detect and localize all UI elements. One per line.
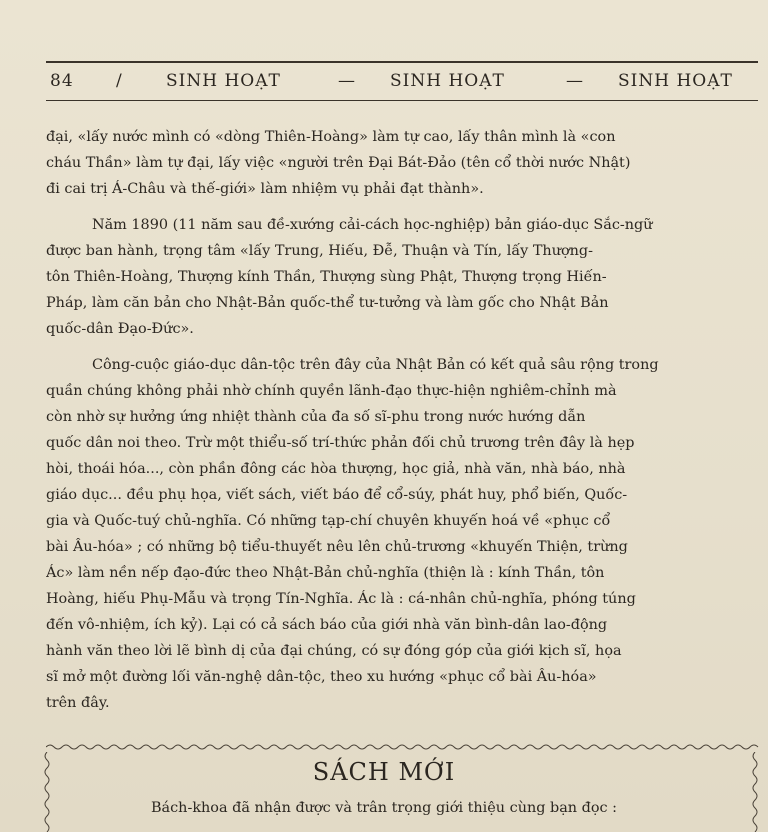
header-top-rule — [46, 61, 758, 63]
running-header — [46, 64, 758, 98]
paragraph-2 — [46, 212, 762, 342]
header-title-3: SINH HOẠT — [618, 71, 733, 91]
text-line: giáo dục... đều phụ họa, viết sách, viết báo để cổ-súy, phát huy, phổ biến, Quốc- — [46, 487, 628, 503]
article-body — [46, 124, 762, 716]
text-line: bài Âu-hóa» ; có những bộ tiểu-thuyết nêu lên chủ-trương «khuyến Thiện, trừng — [46, 539, 628, 555]
text-line: Pháp, làm căn bản cho Nhật-Bản quốc-thể tư-tưởng và làm gốc cho Nhật Bản — [46, 295, 609, 311]
header-separator: / — [116, 71, 123, 91]
header-bottom-rule — [46, 100, 758, 101]
text-line: còn nhờ sự hưởng ứng nhiệt thành của đa số sĩ-phu trong nước hướng dẫn — [46, 409, 586, 425]
header-dash-2: — — [566, 71, 584, 91]
text-line: hòi, thoái hóa..., còn phần đông các hòa thượng, học giả, nhà văn, nhà báo, nhà — [46, 461, 626, 477]
text-line: Công-cuộc giáo-dục dân-tộc trên đây của Nhật Bản có kết quả sâu rộng trong — [92, 357, 659, 373]
text-line: Ác» làm nền nếp đạo-đức theo Nhật-Bản chủ-nghĩa (thiện là : kính Thần, tôn — [46, 565, 605, 581]
text-line: đại, «lấy nước mình có «dòng Thiên-Hoàng» làm tự cao, lấy thân mình là «con — [46, 129, 616, 145]
paragraph-3 — [46, 352, 762, 716]
text-line: cháu Thần» làm tự đại, lấy việc «người trên Đại Bát-Đảo (tên cổ thời nước Nhật) — [46, 155, 631, 171]
header-title-1: SINH HOẠT — [166, 71, 281, 91]
text-line: sĩ mở một đường lối văn-nghệ dân-tộc, theo xu hướng «phục cổ bài Âu-hóa» — [46, 669, 597, 685]
text-line: quần chúng không phải nhờ chính quyền lãnh-đạo thực-hiện nghiêm-chỉnh mà — [46, 383, 617, 399]
text-line: tôn Thiên-Hoàng, Thượng kính Thần, Thượng sùng Phật, Thượng trọng Hiến- — [46, 269, 607, 285]
page-number: 84 — [50, 71, 74, 91]
text-line: trên đây. — [46, 695, 110, 711]
text-line: đến vô-nhiệm, ích kỷ). Lại có cả sách báo của giới nhà văn bình-dân lao-động — [46, 617, 608, 633]
text-line: quốc dân noi theo. Trừ một thiểu-số trí-thức phản đối chủ trương trên đây là hẹp — [46, 435, 635, 451]
new-books-subtitle: Bách-khoa đã nhận được và trân trọng giới thiệu cùng bạn đọc : — [150, 800, 618, 816]
text-line: gia và Quốc-tuý chủ-nghĩa. Có những tạp-chí chuyên khuyến hoá về «phục cổ — [46, 513, 611, 529]
text-line: Năm 1890 (11 năm sau đề-xướng cải-cách học-nghiệp) bản giáo-dục Sắc-ngữ — [92, 217, 653, 233]
text-line: quốc-dân Đạo-Đức». — [46, 321, 194, 337]
text-line: được ban hành, trọng tâm «lấy Trung, Hiếu, Đễ, Thuận và Tín, lấy Thượng- — [46, 243, 593, 259]
text-line: đi cai trị Á-Châu và thế-giới» làm nhiệm vụ phải đạt thành». — [46, 181, 484, 197]
text-line: Hoàng, hiếu Phụ-Mẫu và trọng Tín-Nghĩa. Ác là : cá-nhân chủ-nghĩa, phóng túng — [46, 591, 636, 607]
wavy-border-top — [46, 742, 760, 752]
text-line: hành văn theo lời lẽ bình dị của đại chúng, có sự đóng góp của giới kịch sĩ, họa — [46, 643, 622, 659]
header-title-2: SINH HOẠT — [390, 71, 505, 91]
paragraph-1 — [46, 124, 762, 202]
new-books-title: SÁCH MỚI — [312, 758, 456, 786]
header-dash-1: — — [338, 71, 356, 91]
